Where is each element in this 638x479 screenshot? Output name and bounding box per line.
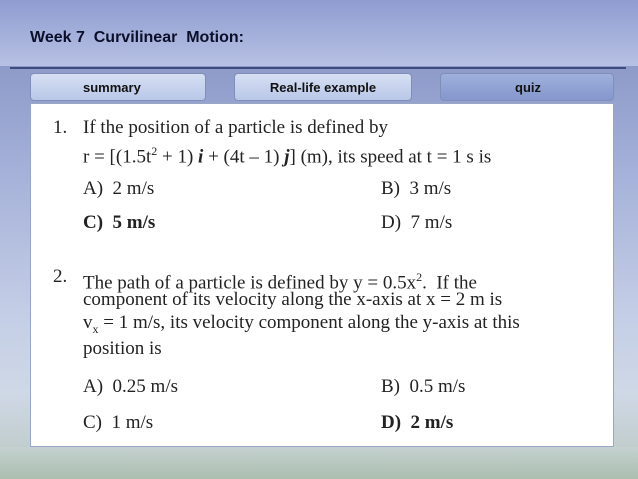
q2-option-a[interactable]: A) 0.25 m/s [83,376,178,397]
q1-unit-vector-i: i [198,146,204,168]
question-2-line-2: component of its velocity along the x-axis at x = 2 m is [83,289,503,310]
q2-option-b[interactable]: B) 0.5 m/s [381,376,466,397]
footer-shade [0,447,638,479]
quiz-content-panel [30,103,614,447]
question-2-line-3 [83,312,520,340]
question-1-line-2 [83,140,491,168]
q1-expr-b: + 1) [157,146,199,168]
q1-unit-vector-j: j [284,146,290,168]
q1-option-c[interactable]: C) 5 m/s [83,212,156,233]
tab-real-life-example[interactable] [234,73,412,101]
q1-option-d[interactable]: D) 7 m/s [381,212,453,233]
q2-line1-b: . If the [422,272,477,294]
tab-real-life-example-label: Real-life example [269,79,377,95]
tab-quiz[interactable] [440,73,614,101]
q2-option-c[interactable]: C) 1 m/s [83,412,154,433]
question-1-number: 1. [53,117,68,138]
q2-exponent: 2 [416,270,423,284]
q2-subscript: x [92,321,99,336]
q2-line3-a: v [83,312,93,333]
title-divider [10,67,626,69]
q2-option-d[interactable]: D) 2 m/s [381,412,454,433]
q1-exponent: 2 [151,144,158,158]
question-2-line-4: position is [83,338,162,359]
question-2-number: 2. [53,266,68,287]
tab-summary-label: summary [83,79,141,95]
question-1-line-1: If the position of a particle is defined by [83,117,388,138]
q1-expr-d: ] (m), its speed at t = 1 s is [289,146,492,168]
q2-line3-b: = 1 m/s, its velocity component along the y-axis at this [98,312,520,333]
slide-title: Week 7 Curvilinear Motion: [30,29,244,46]
q1-expr-a: r = [(1.5t [83,146,152,168]
q2-line1-a: The path of a particle is defined by y = 0.5x [83,272,417,294]
tab-quiz-label: quiz [515,79,541,95]
q1-option-b[interactable]: B) 3 m/s [381,178,452,199]
tab-summary[interactable] [30,73,206,101]
q1-expr-c: + (4t – 1) [203,146,285,168]
q1-option-a[interactable]: A) 2 m/s [83,178,155,199]
